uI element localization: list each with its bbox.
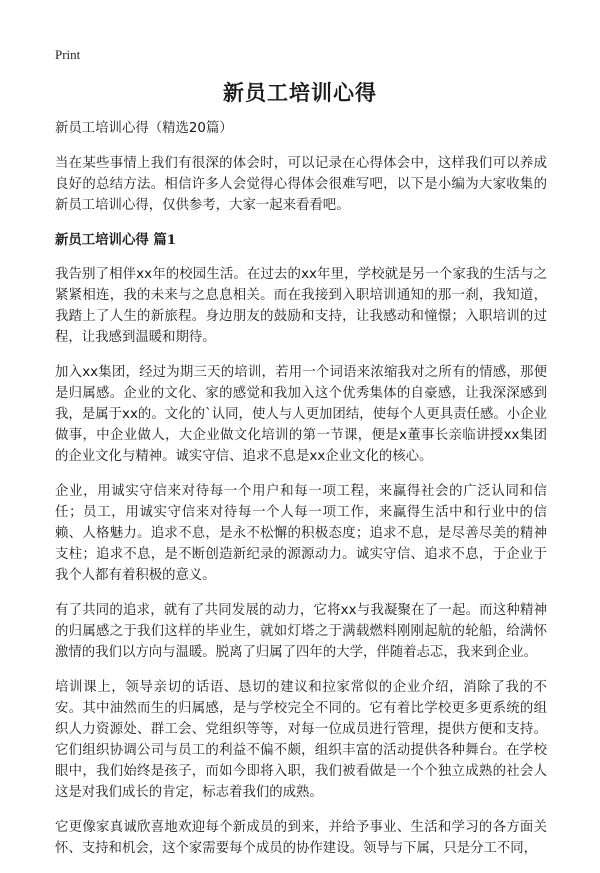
body-paragraph: 企业，用诚实守信来对待每一个用户和每一项工程，来赢得社会的广泛认同和信任；员工，用诚实守信来对待每一个人每一项工作，来赢得生活中和行业中的信赖、人格魅力。追求不息，是永不松懈的积极态度；追求不息，是尽善尽美的精神支柱；追求不息，是不断创造新纪录的源源动力。诚实守信、追求不息，于企业于我个人都有着积极的意义。 (55, 484, 547, 583)
print-link[interactable]: Print (55, 47, 81, 62)
document-subtitle: 新员工培训心得（精选20篇） (55, 121, 233, 136)
body-paragraph: 我告别了相伴xx年的校园生活。在过去的xx年里，学校就是另一个家我的生活与之紧紧相连，我的未来与之息息相关。而在我接到入职培训通知的那一刹，我知道，我踏上了人生的新旅程。身边朋友的鼓励和支持，让我感动和憧憬；入职培训的过程，让我感到温暖和期待。 (55, 267, 547, 345)
document-body (55, 118, 547, 873)
body-paragraph: 有了共同的追求，就有了共同发展的动力，它将xx与我凝聚在了一起。而这种精神的归属感之于我们这样的毕业生，就如灯塔之于满载燃料刚刚起航的轮船，给满怀激情的我们以方向与温暖。脱离了归属了四年的大学，伴随着忐忑，我来到企业。 (55, 603, 547, 660)
body-paragraph: 加入xx集团，经过为期三天的培训，若用一个词语来浓缩我对之所有的情感，那便是归属感。企业的文化、家的感觉和我加入这个优秀集体的自豪感，让我深深感到我，是属于xx的。文化的`认同，使人与人更加团结，使每个人更具责任感。小企业做事，中企业做人，大企业做文化培训的第一节课，便是x董事长亲临讲授xx集团的企业文化与精神。诚实守信、追求不息是xx企业文化的核心。 (55, 365, 547, 464)
document-title: 新员工培训心得 (223, 81, 377, 105)
intro-paragraph: 当在某些事情上我们有很深的体会时，可以记录在心得体会中，这样我们可以养成良好的总结方法。相信许多人会觉得心得体会很难写吧，以下是小编为大家收集的新员工培训心得，仅供参考，大家一起来看看吧。 (55, 156, 547, 213)
body-paragraph: 培训课上，领导亲切的话语、恳切的建议和拉家常似的企业介绍，消除了我的不安。其中油然而生的归属感，是与学校完全不同的。它有着比学校更多更系统的组织人力资源处、群工会、党组织等等，对每一位成员进行管理，提供方便和支持。它们组织协调公司与员工的利益不偏不颇，组织丰富的活动提供各种舞台。在学校眼中，我们始终是孩子，而如今即将入职，我们被看做是一个个独立成熟的社会人这是对我们成长的肯定，标志着我们的成熟。 (55, 680, 547, 800)
body-paragraph: 它更像家真诚欣喜地欢迎每个新成员的到来，并给予事业、生活和学习的各方面关怀、支持和机会，这个家需要每个成员的协作建设。领导与下属，只是分工不同， (55, 820, 547, 856)
section-heading: 新员工培训心得 篇1 (55, 232, 177, 248)
